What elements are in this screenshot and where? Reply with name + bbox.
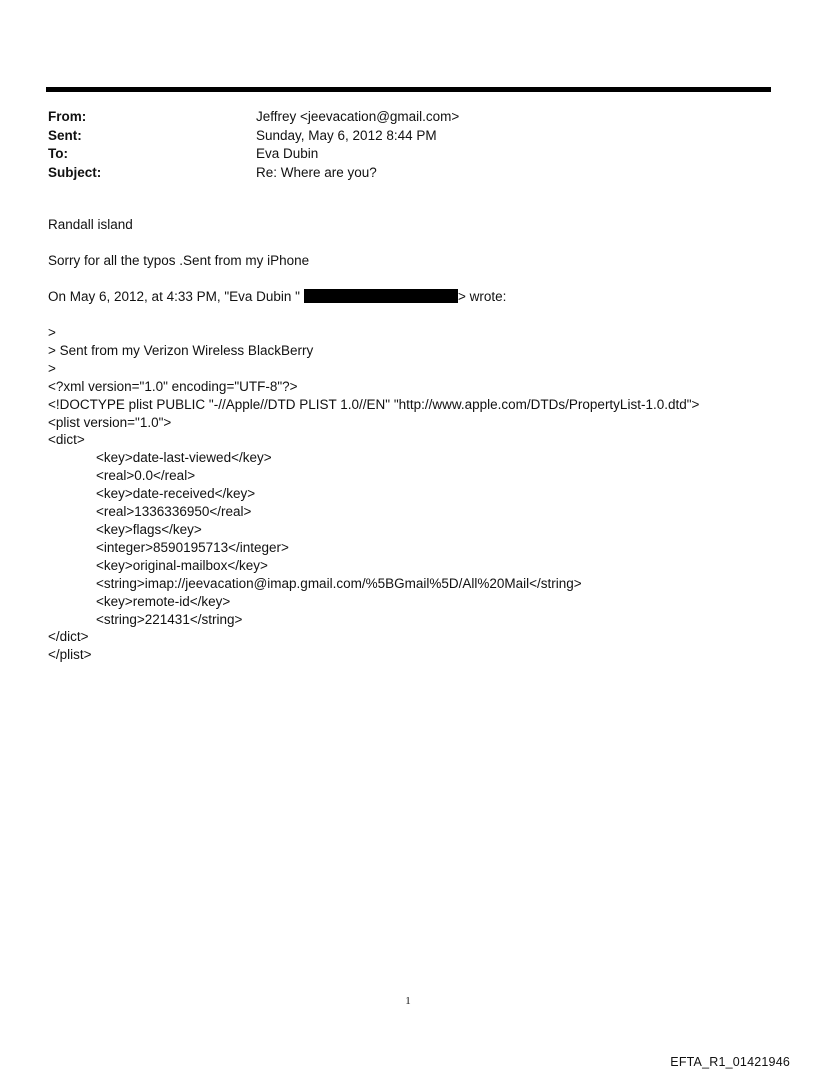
- body-line-signature: Sorry for all the typos .Sent from my iPhone: [48, 253, 310, 268]
- dict-entry: <string>221431</string>: [96, 611, 243, 627]
- quote-intro: [48, 288, 768, 306]
- dict-entry: <string>imap://jeevacation@imap.gmail.com/%5BGmail%5D/All%20Mail</string>: [96, 575, 582, 591]
- quote-intro-prefix: On May 6, 2012, at 4:33 PM, "Eva Dubin ": [48, 289, 300, 304]
- plist-close: </plist>: [48, 647, 92, 663]
- to-label: To:: [48, 146, 68, 161]
- redaction-block: [304, 289, 458, 303]
- document-id: EFTA_R1_01421946: [670, 1055, 790, 1069]
- from-label: From:: [48, 109, 87, 124]
- quoted-content: [48, 324, 768, 664]
- quoted-line: >: [48, 360, 56, 376]
- xml-declaration: <?xml version="1.0" encoding="UTF-8"?>: [48, 378, 298, 394]
- header-rule: [46, 87, 771, 92]
- subject-value: Re: Where are you?: [256, 164, 377, 180]
- subject-label: Subject:: [48, 164, 102, 180]
- dict-entry: <key>original-mailbox</key>: [96, 557, 268, 573]
- email-header: [48, 108, 748, 182]
- page-number: 1: [405, 995, 411, 1007]
- dict-entry: <real>0.0</real>: [96, 468, 196, 484]
- from-value: Jeffrey <jeevacation@gmail.com>: [256, 109, 460, 124]
- header-row-to: [48, 145, 748, 164]
- dict-entry: <key>flags</key>: [96, 521, 202, 537]
- plist-open: <plist version="1.0">: [48, 414, 172, 430]
- sent-label: Sent:: [48, 127, 82, 143]
- doctype-line: <!DOCTYPE plist PUBLIC "-//Apple//DTD PLIST 1.0//EN" "http://www.apple.com/DTDs/PropertyList-1.0.dtd">: [48, 396, 700, 412]
- dict-open: <dict>: [48, 432, 85, 448]
- to-value: Eva Dubin: [256, 146, 319, 161]
- dict-entry: <key>date-received</key>: [96, 486, 256, 502]
- sent-value: Sunday, May 6, 2012 8:44 PM: [256, 127, 437, 143]
- quoted-line: > Sent from my Verizon Wireless BlackBerry: [48, 342, 314, 358]
- dict-entry: <real>1336336950</real>: [96, 504, 252, 520]
- email-body: [48, 216, 768, 664]
- dict-entry: <key>date-last-viewed</key>: [96, 450, 272, 466]
- body-line-location: Randall island: [48, 217, 133, 232]
- header-row-from: [48, 108, 748, 127]
- header-row-subject: [48, 164, 748, 183]
- dict-entry: <integer>8590195713</integer>: [96, 539, 289, 555]
- quote-intro-suffix: > wrote:: [457, 289, 507, 304]
- dict-close: </dict>: [48, 629, 89, 645]
- dict-entry: <key>remote-id</key>: [96, 593, 231, 609]
- quoted-line: >: [48, 325, 56, 340]
- header-row-sent: [48, 127, 748, 146]
